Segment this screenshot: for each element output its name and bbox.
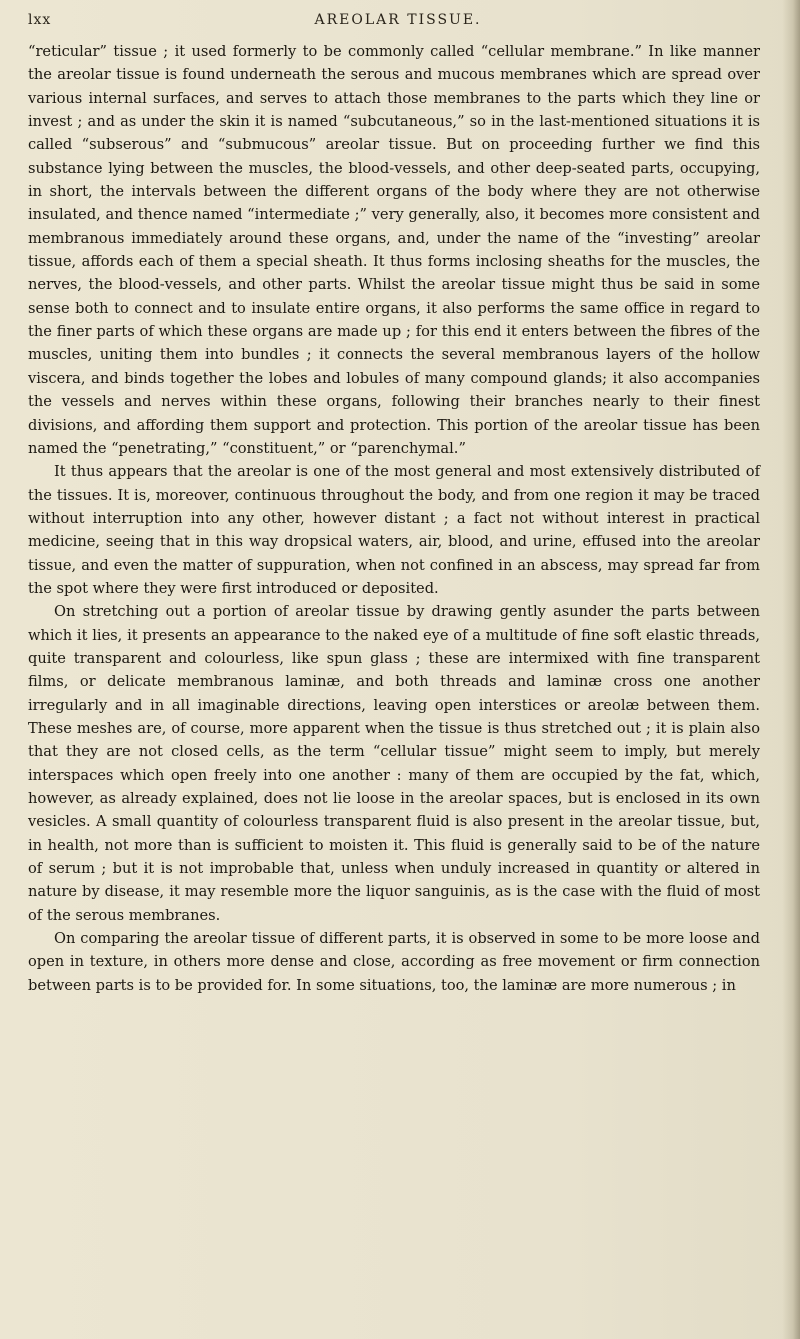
paragraph-2: It thus appears that the areolar is one of the most general and most extensively distributed of the tissues. It is, moreover, continuous throughout the body, and from one region it may be traced without interruption into any other, however distant ; a fact not without interest in practical medicine, seeing that in this way dropsical waters, air, blood, and urine, effused into the areolar tissue, and even the matter of suppuration, when not confined in an abscess, may spread far from the spot where they were first introduced or deposited. bbox=[28, 463, 760, 597]
page-header bbox=[28, 12, 768, 36]
paragraph-3: On stretching out a portion of areolar tissue by drawing gently asunder the parts between which it lies, it presents an appearance to the naked eye of a multitude of fine soft elastic threads, quite transparent and colourless, like spun glass ; these are intermixed with fine transparent films, or delicate membranous laminæ, and both threads and laminæ cross one another irregularly and in all imaginable directions, leaving open interstices or areolæ between them. These meshes are, of course, more apparent when the tissue is thus stretched out ; it is plain also that they are not closed cells, as the term “cellular tissue” might seem to imply, but merely interspaces which open freely into one another : many of them are occupied by the fat, which, however, as already explained, does not lie loose in the areolar spaces, but is enclosed in its own vesicles. A small quantity of colourless transparent fluid is also present in the areolar tissue, but, in health, not more than is sufficient to moisten it. This fluid is generally said to be of the nature of serum ; but it is not improbable that, unless when unduly increased in quantity or altered in nature by disease, it may resemble more the liquor sanguinis, as is the case with the fluid of most of the serous membranes. bbox=[28, 603, 760, 924]
body-text bbox=[28, 40, 760, 997]
paragraph-1: “reticular” tissue ; it used formerly to be commonly called “cellular membrane.” In like manner the areolar tissue is found underneath the serous and mucous membranes which are spread over various internal surfaces, and serves to attach those membranes to the parts which they line or invest ; and as under the skin it is named “subcutaneous,” so in the last-mentioned situations it is called “subserous” and “submucous” areolar tissue. But on proceeding further we find this substance lying between the muscles, the blood-vessels, and other deep-seated parts, occupying, in short, the intervals between the different organs of the body where they are not otherwise insulated, and thence named “intermediate ;” very generally, also, it becomes more consistent and membranous immediately around these organs, and, under the name of the “investing” areolar tissue, affords each of them a special sheath. It thus forms inclosing sheaths for the muscles, the nerves, the blood-vessels, and other parts. Whilst the areolar tissue might thus be said in some sense both to connect and to insulate entire organs, it also performs the same office in regard to the finer parts of which these organs are made up ; for this end it enters between the fibres of the muscles, uniting them into bundles ; it connects the several membranous layers of the hollow viscera, and binds together the lobes and lobules of many compound glands; it also accompanies the vessels and nerves within these organs, following their branches nearly to their finest divisions, and affording them support and protection. This portion of the areolar tissue has been named the “penetrating,” “constituent,” or “parenchymal.” bbox=[28, 43, 760, 457]
page-number: lxx bbox=[28, 12, 52, 28]
running-title: AREOLAR TISSUE. bbox=[314, 12, 482, 28]
page-edge-shadow bbox=[782, 0, 800, 1339]
paragraph-4: On comparing the areolar tissue of different parts, it is observed in some to be more loose and open in texture, in others more dense and close, according as free movement or firm connection between parts is to be provided for. In some situations, too, the laminæ are more numerous ; in bbox=[28, 930, 760, 994]
